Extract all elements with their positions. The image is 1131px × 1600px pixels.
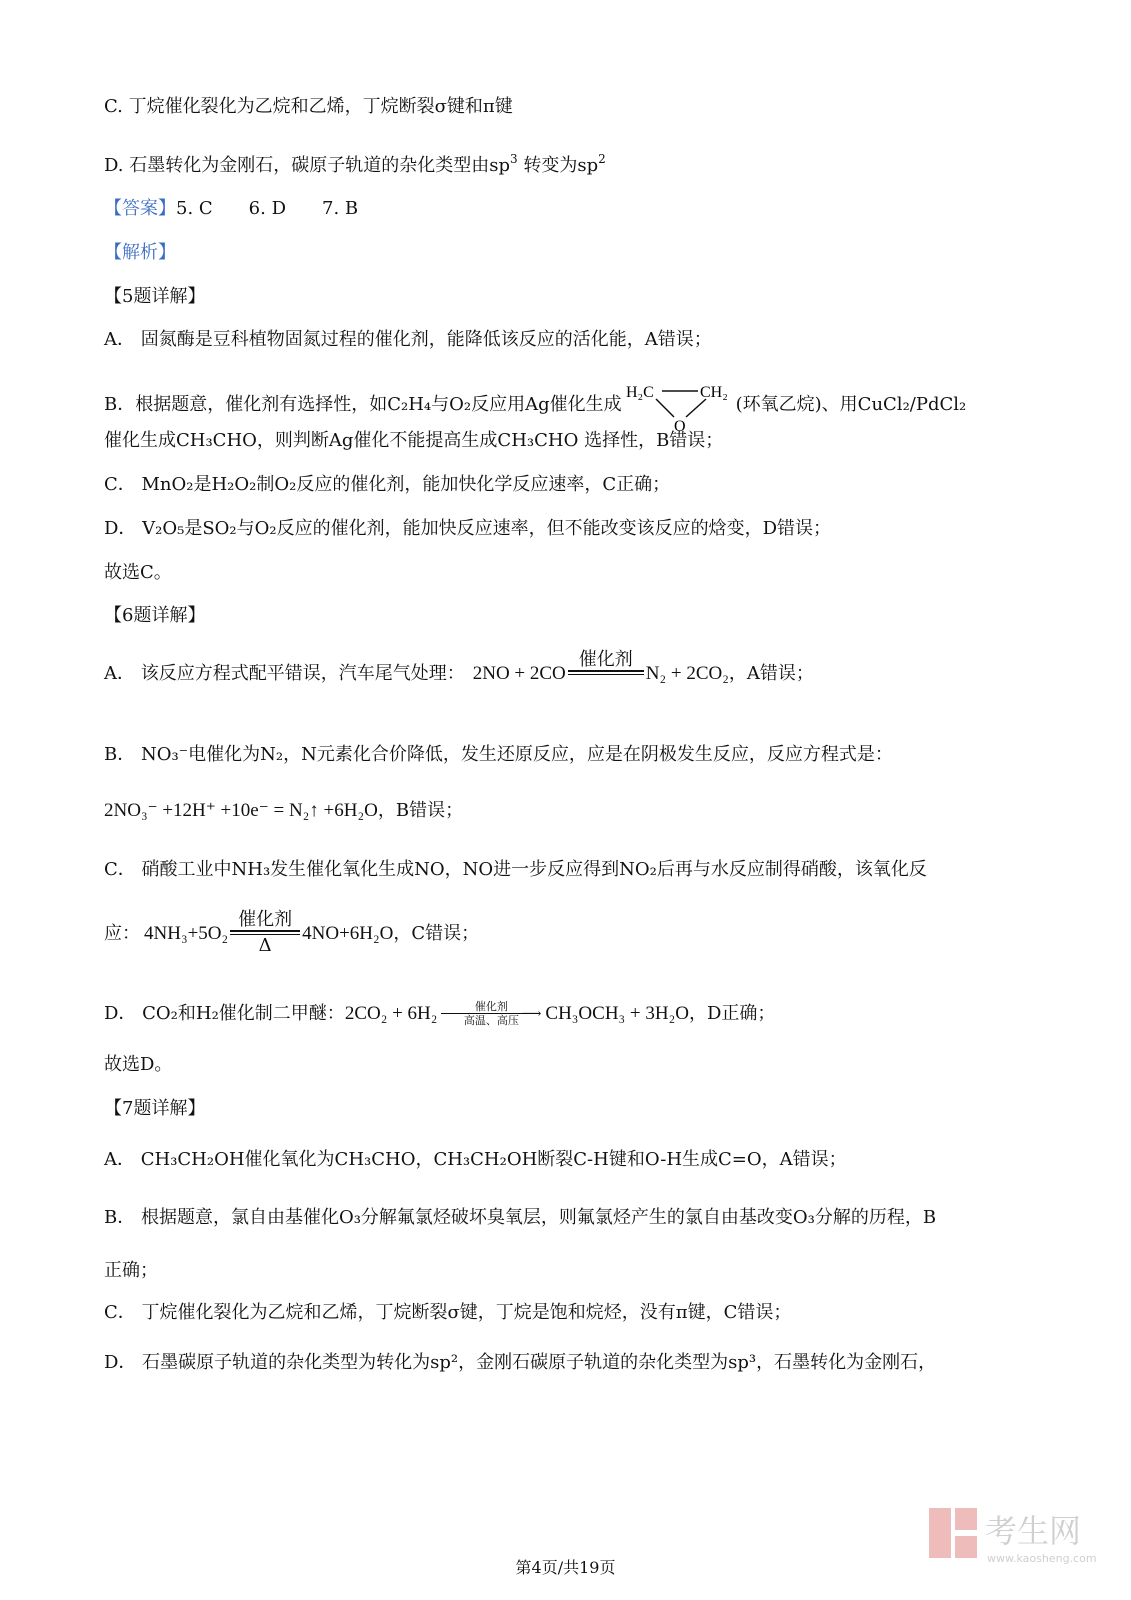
q6-c-delta-label: Δ bbox=[258, 935, 272, 956]
answer-line bbox=[104, 196, 1027, 222]
q5-option-b-line2: 催化生成CH₃CHO，则判断Ag催化不能提高生成CH₃CHO 选择性，B错误； bbox=[104, 430, 724, 451]
q6-a-catalyst-label: 催化剂 bbox=[578, 649, 633, 670]
q6-option-a bbox=[104, 650, 1027, 697]
q6-d-reaction-arrow bbox=[441, 1000, 541, 1027]
sp2-superscript: 2 bbox=[598, 152, 606, 166]
q6-option-b-line1: B． NO₃⁻电催化为N₂，N元素化合价降低，发生还原反应，应是在阴极发生反应，反应方程式是： bbox=[104, 744, 893, 765]
q6-option-d bbox=[104, 1000, 1027, 1027]
q5-option-a: A． 固氮酶是豆科植物固氮过程的催化剂，能降低该反应的活化能，A错误； bbox=[104, 329, 712, 350]
answer-text: 5. C 6. D 7. B bbox=[176, 198, 359, 219]
q5-option-b-line1 bbox=[104, 377, 1027, 433]
watermark-url: www.kaosheng.com bbox=[987, 1552, 1097, 1565]
q6-c-pre: 应： bbox=[104, 922, 140, 944]
epoxide-h2c-label: H₂C bbox=[625, 384, 654, 401]
q6-c-lhs: 4NH₃+5O₂ bbox=[144, 922, 229, 944]
epoxide-oxygen-label: O bbox=[673, 418, 686, 433]
q6-conclusion: 故选D。 bbox=[104, 1054, 173, 1075]
q7-heading: 【7题详解】 bbox=[104, 1098, 206, 1119]
option-d-text-a: D. 石墨转化为金刚石，碳原子轨道的杂化类型由sp bbox=[104, 155, 510, 176]
q7-option-c: C． 丁烷催化裂化为乙烷和乙烯，丁烷断裂σ键，丁烷是饱和烷烃，没有π键，C错误； bbox=[104, 1302, 792, 1323]
q6-d-arrow-bottom: 高温、高压 bbox=[463, 1014, 519, 1027]
q6-c-catalyst-label: 催化剂 bbox=[238, 909, 293, 930]
q6-a-lhs: 2NO + 2CO bbox=[472, 662, 566, 684]
q6-b-post: ，B错误； bbox=[377, 800, 464, 821]
q7-option-a: A． CH₃CH₂OH催化氧化为CH₃CHO，CH₃CH₂OH断裂C-H键和O-H生成C=O，A错误； bbox=[104, 1149, 847, 1170]
q5-option-c: C． MnO₂是H₂O₂制O₂反应的催化剂，能加快化学反应速率，C正确； bbox=[104, 474, 671, 495]
option-c-line: C. 丁烷催化裂化为乙烷和乙烯，丁烷断裂σ键和π键 bbox=[104, 96, 513, 117]
watermark-brand: 考生网 bbox=[985, 1512, 1082, 1550]
q6-d-arrow-top: 催化剂 bbox=[474, 1000, 508, 1013]
q5-option-d: D． V₂O₅是SO₂与O₂反应的催化剂，能加快反应速率，但不能改变该反应的焓变，D错误； bbox=[104, 518, 832, 539]
page-footer: 第4页/共19页 bbox=[515, 1558, 616, 1577]
option-d-line bbox=[104, 146, 1027, 179]
q6-d-pre: D． CO₂和H₂催化制二甲醚： bbox=[104, 1002, 345, 1024]
q6-heading: 【6题详解】 bbox=[104, 605, 206, 626]
kaosheng-logo-icon bbox=[929, 1508, 977, 1558]
q6-d-post: ，D正确； bbox=[688, 1002, 776, 1024]
q7-option-b-line1: B． 根据题意，氯自由基催化O₃分解氟氯烃破坏臭氧层，则氟氯烃产生的氯自由基改变O₃分解的历程，B bbox=[104, 1207, 937, 1228]
q7-option-b-line2: 正确； bbox=[104, 1260, 158, 1281]
q6-d-rhs: CH₃OCH₃ + 3H₂O bbox=[545, 1002, 689, 1024]
q6-c-catalyst-equals bbox=[230, 910, 300, 957]
analysis-tag: 【解析】 bbox=[104, 242, 176, 263]
epoxide-structure bbox=[624, 377, 734, 433]
q6-option-c-line1: C． 硝酸工业中NH₃发生催化氧化生成NO，NO进一步反应得到NO₂后再与水反应制得硝酸，该氧化反 bbox=[104, 859, 927, 880]
q6-option-a-text: A． 该反应方程式配平错误，汽车尾气处理： bbox=[104, 662, 465, 684]
q6-option-c-line2 bbox=[104, 910, 1027, 957]
sp3-superscript: 3 bbox=[510, 152, 518, 166]
q6-a-rhs: N₂ + 2CO₂ bbox=[645, 662, 729, 684]
q6-d-lhs: 2CO₂ + 6H₂ bbox=[344, 1002, 438, 1024]
q6-c-post: ，C错误； bbox=[393, 922, 480, 944]
q6-option-b-line2 bbox=[104, 798, 1027, 824]
q5-option-b-text: B．根据题意，催化剂有选择性，如C₂H₄与O₂反应用Ag催化生成 bbox=[104, 394, 622, 415]
q7-option-d: D． 石墨碳原子轨道的杂化类型为转化为sp²，金刚石碳原子轨道的杂化类型为sp³，石墨转化为金刚石， bbox=[104, 1352, 937, 1373]
watermark-logo bbox=[925, 1500, 1115, 1570]
answer-tag: 【答案】 bbox=[104, 198, 176, 219]
q6-a-post: ，A错误； bbox=[728, 662, 814, 684]
q6-a-catalyst-equals bbox=[568, 650, 644, 697]
q5-conclusion: 故选C。 bbox=[104, 562, 172, 583]
option-d-text-b: 转变为sp bbox=[517, 155, 599, 176]
q6-c-rhs: 4NO+6H₂O bbox=[302, 922, 394, 944]
epoxide-ch2-label: CH₂ bbox=[699, 384, 728, 401]
arrow-head-icon: ⟶ bbox=[521, 1006, 542, 1022]
q5-option-b-epoxide-text: (环氧乙烷)、用CuCl₂/PdCl₂ bbox=[735, 394, 967, 415]
q5-heading: 【5题详解】 bbox=[104, 286, 206, 307]
q6-b-equation: 2NO₃⁻ +12H⁺ +10e⁻ = N₂↑ +6H₂O bbox=[104, 800, 378, 821]
